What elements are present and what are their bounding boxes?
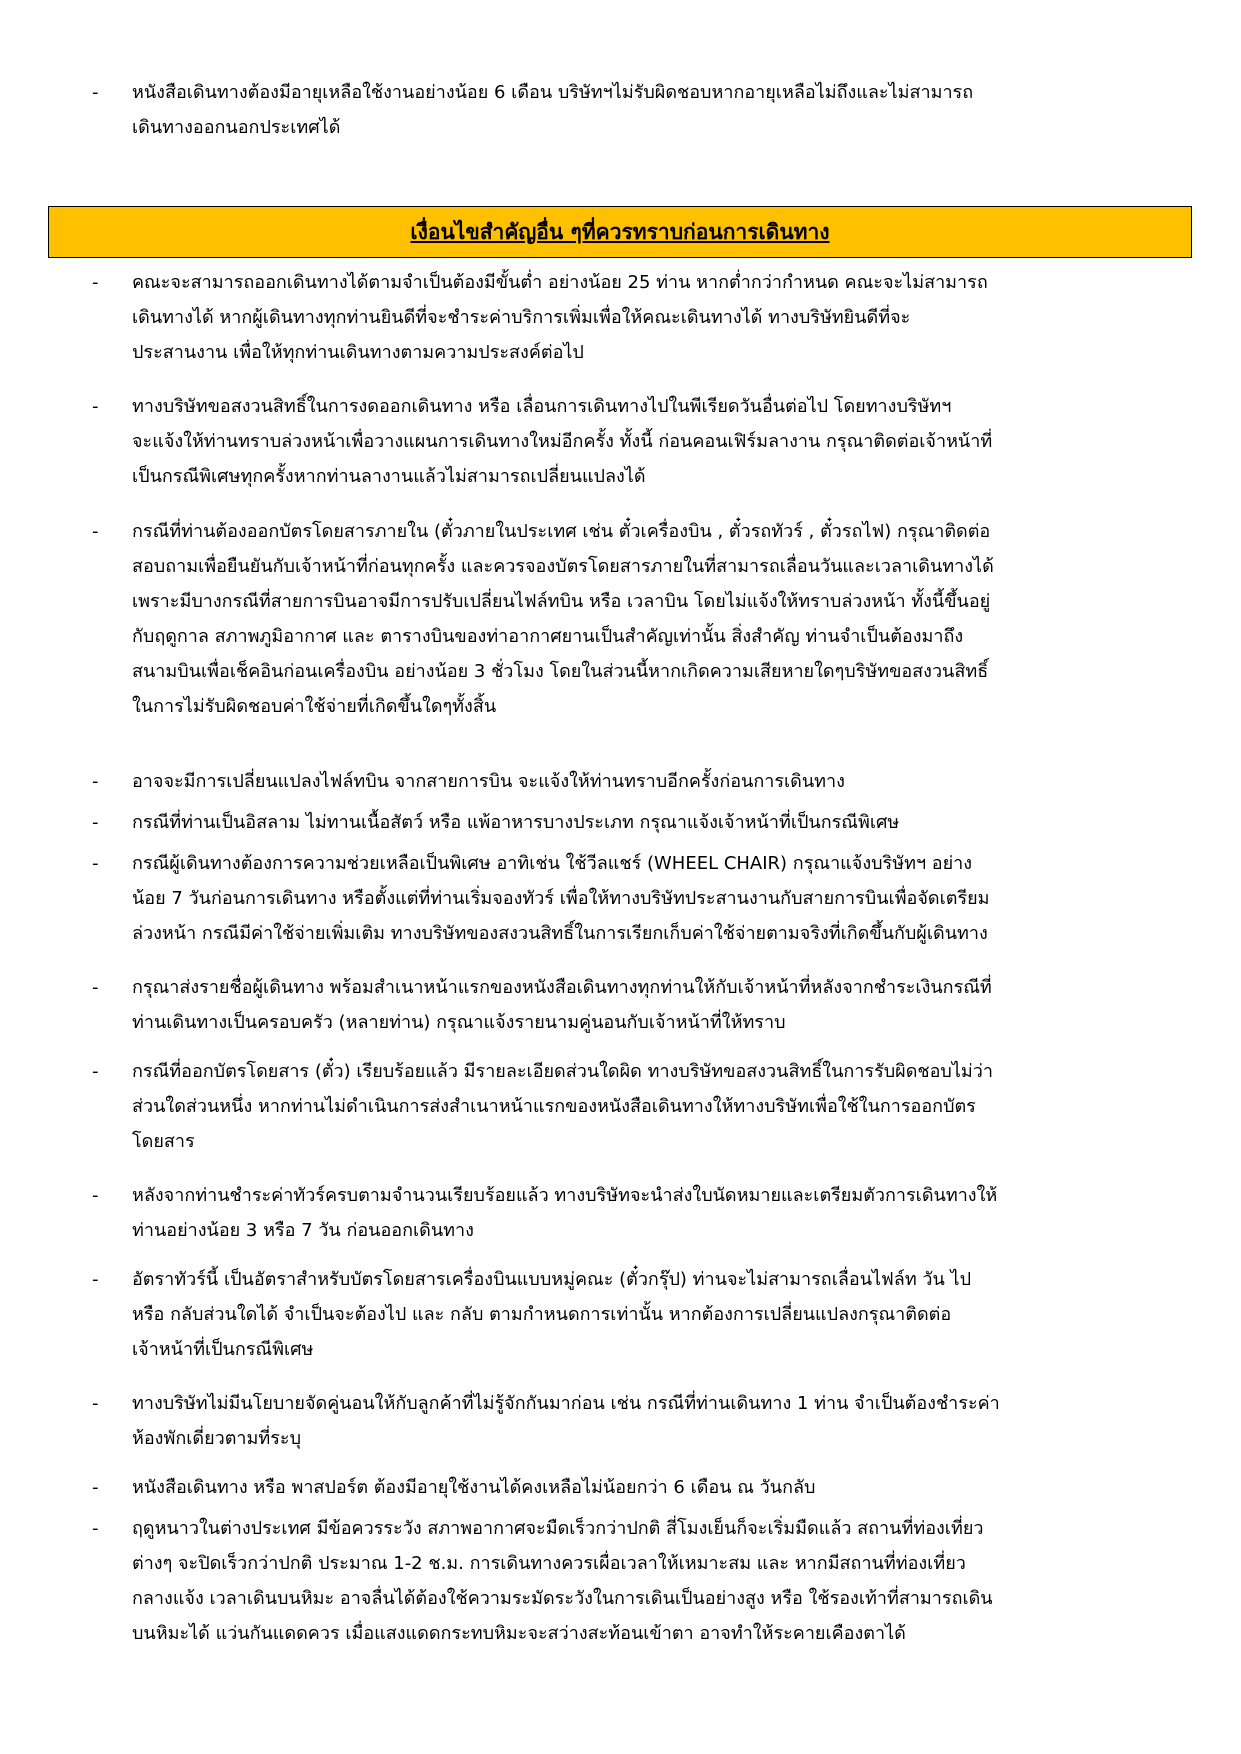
text-line: เพราะมีบางกรณีที่สายการบินอาจมีการปรับเปลี่ยนไฟล์ทบิน หรือ เวลาบิน โดยไม่แจ้งให้ทราบล่วงหน้า ทั้งนี้ขึ้นอยู่ xyxy=(132,591,991,612)
bullet-text xyxy=(132,805,1182,840)
bullet-text xyxy=(132,1470,1182,1505)
bullet-text xyxy=(132,514,1182,724)
bullet-text xyxy=(132,1511,1182,1651)
text-line: ส่วนใดส่วนหนึ่ง หากท่านไม่ดำเนินการส่งสำเนาหน้าแรกของหนังสือเดินทางให้ทางบริษัทเพื่อใช้ในการออกบัตร xyxy=(132,1096,976,1117)
text-line: เดินทางได้ หากผู้เดินทางทุกท่านยินดีที่จะชำระค่าบริการเพิ่มเพื่อให้คณะเดินทางได้ ทางบริษัทยินดีที่จะ xyxy=(132,307,911,328)
text-line: อาจจะมีการเปลี่ยนแปลงไฟล์ทบิน จากสายการบิน จะแจ้งให้ท่านทราบอีกครั้งก่อนการเดินทาง xyxy=(132,771,845,792)
section-header xyxy=(48,206,1192,258)
bullet-text xyxy=(132,1386,1182,1456)
text-line: โดยสาร xyxy=(132,1131,195,1152)
bullet-text xyxy=(132,1262,1182,1367)
text-line: เดินทางออกนอกประเทศได้ xyxy=(132,117,341,138)
text-line: ทางบริษัทไม่มีนโยบายจัดคู่นอนให้กับลูกค้าที่ไม่รู้จักกันมาก่อน เช่น กรณีที่ท่านเดินทาง 1 ท่าน จำเป็นต้องชำระค่า xyxy=(132,1393,1000,1414)
text-line: ห้องพักเดี่ยวตามที่ระบุ xyxy=(132,1428,302,1449)
text-line: หนังสือเดินทางต้องมีอายุเหลือใช้งานอย่างน้อย 6 เดือน บริษัทฯไม่รับผิดชอบหากอายุเหลือไม่ถึงและไม่สามารถ xyxy=(132,82,974,103)
bullet-text xyxy=(132,75,1182,145)
text-line: ฤดูหนาวในต่างประเทศ มีข้อควรระวัง สภาพอากาศจะมืดเร็วกว่าปกติ สี่โมงเย็นก็จะเริ่มมืดแล้ว สถานที่ท่องเที่ยว xyxy=(132,1518,984,1539)
text-line: หรือ กลับส่วนใดได้ จำเป็นจะต้องไป และ กลับ ตามกำหนดการเท่านั้น หากต้องการเปลี่ยนแปลงกรุณาติดต่อ xyxy=(132,1304,952,1325)
text-line: เป็นกรณีพิเศษทุกครั้งหากท่านลางานแล้วไม่สามารถเปลี่ยนแปลงได้ xyxy=(132,466,646,487)
bullet-dash: - xyxy=(92,812,99,833)
text-line: ท่านเดินทางเป็นครอบครัว (หลายท่าน) กรุณาแจ้งรายนามคู่นอนกับเจ้าหน้าที่ให้ทราบ xyxy=(132,1012,786,1033)
bullet-dash: - xyxy=(92,1477,99,1498)
bullet-text xyxy=(132,1178,1182,1248)
bullet-dash: - xyxy=(92,1061,99,1082)
text-line: กรณีผู้เดินทางต้องการความช่วยเหลือเป็นพิเศษ อาทิเช่น ใช้วีลแชร์ (WHEEL CHAIR) กรุณาแจ้งบริษัทฯ อย่าง xyxy=(132,853,973,874)
text-line: ต่างๆ จะปิดเร็วกว่าปกติ ประมาณ 1-2 ช.ม. การเดินทางควรเผื่อเวลาให้เหมาะสม และ หากมีสถานที่ท่องเที่ยว xyxy=(132,1553,966,1574)
bullet-text xyxy=(132,389,1182,494)
text-line: กรณีที่ออกบัตรโดยสาร (ตั๋ว) เรียบร้อยแล้ว มีรายละเอียดส่วนใดผิด ทางบริษัทขอสงวนสิทธิ์ในการรับผิดชอบไม่ว่า xyxy=(132,1061,993,1082)
text-line: เจ้าหน้าที่เป็นกรณีพิเศษ xyxy=(132,1339,314,1360)
bullet-dash: - xyxy=(92,82,99,103)
text-line: บนหิมะได้ แว่นกันแดดควร เมื่อแสงแดดกระทบหิมะจะสว่างสะท้อนเข้าตา อาจทำให้ระคายเคืองตาได้ xyxy=(132,1623,906,1644)
text-line: สอบถามเพื่อยืนยันกับเจ้าหน้าที่ก่อนทุกครั้ง และควรจองบัตรโดยสารภายในที่สามารถเลื่อนวันและเวลาเดินทางได้ xyxy=(132,556,994,577)
text-line: หลังจากท่านชำระค่าทัวร์ครบตามจำนวนเรียบร้อยแล้ว ทางบริษัทจะนำส่งใบนัดหมายและเตรียมตัวการเดินทางให้ xyxy=(132,1185,998,1206)
text-line: กับฤดูกาล สภาพภูมิอากาศ และ ตารางบินของท่าอากาศยานเป็นสำคัญเท่านั้น สิ่งสำคัญ ท่านจำเป็นต้องมาถึง xyxy=(132,626,964,647)
text-line: น้อย 7 วันก่อนการเดินทาง หรือตั้งแต่ที่ท่านเริ่มจองทัวร์ เพื่อให้ทางบริษัทประสานงานกับสายการบินเพื่อจัดเตรียม xyxy=(132,888,990,909)
section-title: เงื่อนไขสำคัญอื่น ๆที่ควรทราบก่อนการเดินทาง xyxy=(410,219,830,244)
text-line: กรณีที่ท่านต้องออกบัตรโดยสารภายใน (ตั๋วภายในประเทศ เช่น ตั๋วเครื่องบิน , ตั๋วรถทัวร์ , ตั๋วรถไฟ) กรุณาติดต่อ xyxy=(132,521,991,542)
text-line: ทางบริษัทขอสงวนสิทธิ์ในการงดออกเดินทาง หรือ เลื่อนการเดินทางไปในพีเรียดวันอื่นต่อไป โดยทางบริษัทฯ xyxy=(132,396,952,417)
bullet-text xyxy=(132,970,1182,1040)
text-line: กลางแจ้ง เวลาเดินบนหิมะ อาจลื่นได้ต้องใช้ความระมัดระวังในการเดินเป็นอย่างสูง หรือ ใช้รองเท้าที่สามารถเดิน xyxy=(132,1588,993,1609)
bullet-dash: - xyxy=(92,1269,99,1290)
bullet-text xyxy=(132,846,1182,951)
text-line: หนังสือเดินทาง หรือ พาสปอร์ต ต้องมีอายุใช้งานได้คงเหลือไม่น้อยกว่า 6 เดือน ณ วันกลับ xyxy=(132,1477,816,1498)
bullet-dash: - xyxy=(92,1393,99,1414)
bullet-text xyxy=(132,265,1182,370)
bullet-text xyxy=(132,1054,1182,1159)
text-line: จะแจ้งให้ท่านทราบล่วงหน้าเพื่อวางแผนการเดินทางใหม่อีกครั้ง ทั้งนี้ ก่อนคอนเฟิร์มลางาน กรุณาติดต่อเจ้าหน้าที่ xyxy=(132,431,993,452)
text-line: คณะจะสามารถออกเดินทางได้ตามจำเป็นต้องมีขั้นต่ำ อย่างน้อย 25 ท่าน หากต่ำกว่ากำหนด คณะจะไม่สามารถ xyxy=(132,272,988,293)
bullet-dash: - xyxy=(92,1518,99,1539)
text-line: ประสานงาน เพื่อให้ทุกท่านเดินทางตามความประสงค์ต่อไป xyxy=(132,342,584,363)
bullet-dash: - xyxy=(92,521,99,542)
text-line: อัตราทัวร์นี้ เป็นอัตราสำหรับบัตรโดยสารเครื่องบินแบบหมู่คณะ (ตั๋วกรุ๊ป) ท่านจะไม่สามารถเลื่อนไฟล์ท วัน ไป xyxy=(132,1269,972,1290)
text-line: กรณีที่ท่านเป็นอิสลาม ไม่ทานเนื้อสัตว์ หรือ แพ้อาหารบางประเภท กรุณาแจ้งเจ้าหน้าที่เป็นกรณีพิเศษ xyxy=(132,812,900,833)
bullet-dash: - xyxy=(92,1185,99,1206)
bullet-dash: - xyxy=(92,853,99,874)
text-line: สนามบินเพื่อเช็คอินก่อนเครื่องบิน อย่างน้อย 3 ชั่วโมง โดยในส่วนนี้หากเกิดความเสียหายใดๆบริษัทขอสงวนสิทธิ์ xyxy=(132,661,989,682)
text-line: ท่านอย่างน้อย 3 หรือ 7 วัน ก่อนออกเดินทาง xyxy=(132,1220,474,1241)
text-line: ล่วงหน้า กรณีมีค่าใช้จ่ายเพิ่มเติม ทางบริษัทของสงวนสิทธิ์ในการเรียกเก็บค่าใช้จ่ายตามจริงที่เกิดขึ้นกับผู้เดินทาง xyxy=(132,923,988,944)
bullet-dash: - xyxy=(92,977,99,998)
text-line: ในการไม่รับผิดชอบค่าใช้จ่ายที่เกิดขึ้นใดๆทั้งสิ้น xyxy=(132,696,497,717)
bullet-dash: - xyxy=(92,272,99,293)
bullet-dash: - xyxy=(92,396,99,417)
text-line: กรุณาส่งรายชื่อผู้เดินทาง พร้อมสำเนาหน้าแรกของหนังสือเดินทางทุกท่านให้กับเจ้าหน้าที่หลังจากชำระเงินกรณีที่ xyxy=(132,977,992,998)
bullet-text xyxy=(132,764,1182,799)
bullet-dash: - xyxy=(92,771,99,792)
